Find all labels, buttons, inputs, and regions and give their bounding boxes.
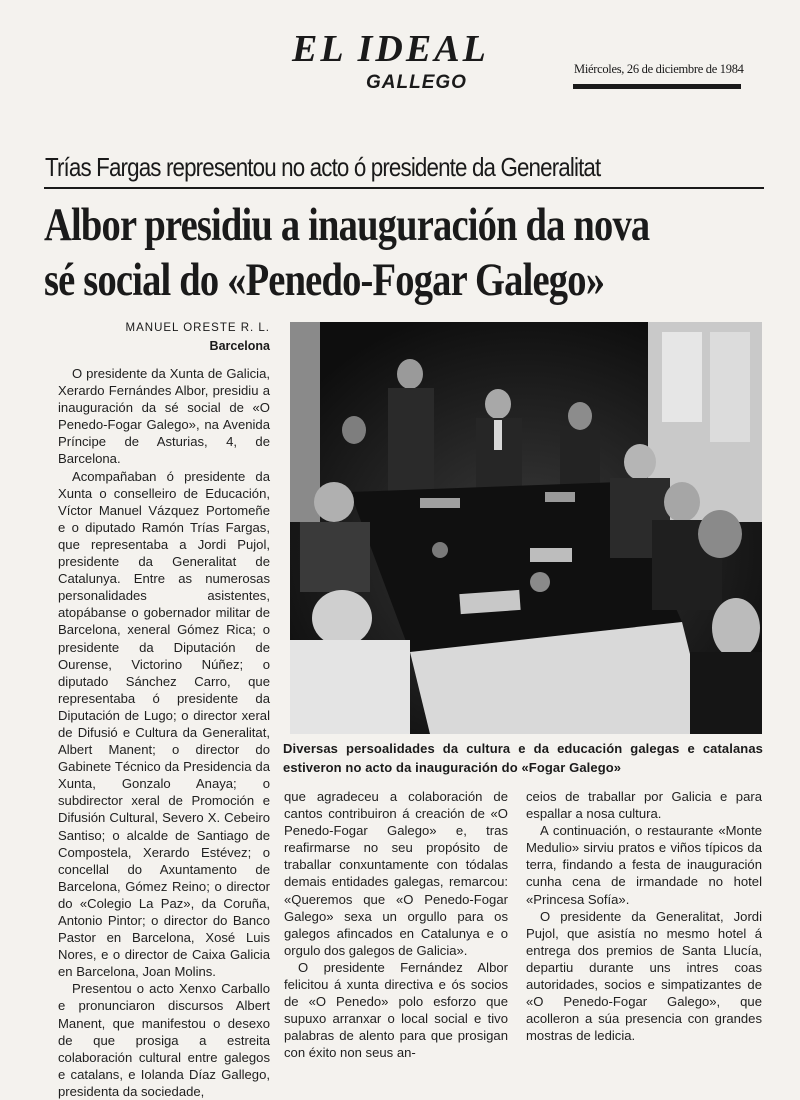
paragraph: O presidente Fernández Albor felicitou á xunta directiva e ós socios de «O Penedo» polo esforzo que supuxo arranxar o local social e tivo palabras de alento para que prosigan con éxito non seus an- [284, 959, 508, 1061]
masthead [292, 28, 489, 93]
publication-date: Miércoles, 26 de diciembre de 1984 [574, 62, 744, 76]
headline-line-2: sé social do «Penedo-Fogar Galego» [44, 254, 605, 306]
newspaper-title: EL IDEAL [292, 28, 489, 70]
photo-illustration [290, 322, 762, 734]
paragraph: Presentou o acto Xenxo Carballo e pronunciaron discursos Albert Manent, que manifestou o desexo de que prosiga a estreita colaboración cultural entre galegos e catalans, e Iolanda Díaz Gallego, presidenta da sociedade, [58, 981, 270, 1099]
article-column-3 [526, 788, 762, 1044]
date-underline [573, 84, 741, 89]
byline: MANUEL ORESTE R. L. [125, 322, 270, 334]
kicker-divider [44, 187, 764, 189]
kicker-headline: Trías Fargas representou no acto ó presidente da Generalitat [45, 152, 601, 182]
main-headline [44, 198, 782, 308]
paragraph: O presidente da Xunta de Galicia, Xerardo Fernándes Albor, presidiu a inauguración da sé social de «O Penedo-Fogar Galego», na Avenida Príncipe de Asturias, 4, de Barcelona. [58, 366, 270, 467]
headline-line-1: Albor presidiu a inauguración da nova [44, 199, 650, 251]
paragraph: Acompañaban ó presidente da Xunta o conselleiro de Educación, Víctor Manuel Vázquez Portomeñe e o diputado Ramón Trías Fargas, que representaba a Jordi Pujol, presidente da Generalitat de Catalunya. Entre as numerosas personalidades asistentes, atopábanse o gobernador militar de Barcelona, xeneral Gómez Rica; o presidente da Diputación de Ourense, Victorino Núñez; o diputado Sánchez Carro, que representaba ó presidente da Diputación de Lugo; o director xeral de Difusió e Cultura da Generalitat, Albert Manent; o director do Gabinete Técnico da Presidencia da Xunta, Gonzalo Anaya; o subdirector xeral de Promoción e Difusión Cultural, Severo X. Cebeiro Santiso; o alcalde de Santiago de Compostela, Xerardo Estévez; o concellal do Axuntamento de Barcelona, Gómez Reino; o director do «Colegio La Paz», da Coruña, Antonio Pintor; o director do Banco Pastor en Barcelona, Xosé Luis Nores, e o director de Caixa Galicia en Barcelona, Joan Molins. [58, 468, 270, 980]
paragraph: ceios de traballar por Galicia e para espallar a nosa cultura. [526, 789, 762, 822]
paragraph: O presidente da Generalitat, Jordi Pujol, que asistía no mesmo hotel á entrega dos premios de Santa Llucía, departiu durante uns intres coas autoridades, socios e simpatizantes de «O Penedo-Fogar Galego», que acolleron a súa presencia con grandes mostras de ledicia. [526, 908, 762, 1044]
dateline-place: Barcelona [209, 339, 270, 353]
paragraph: que agradeceu a colaboración de cantos contribuiron á creación de «O Penedo-Fogar Galego» e, tras reafirmarse no seu propósito de traballar conxuntamente con tódalas demais entidades galegas, remarcou: «Queremos que «O Penedo-Fogar Galego» sexa un orgullo para os galegos afincados en Catalunya e o orgulo dos galegos de Galicia». [284, 789, 508, 958]
article-column-1 [58, 365, 270, 1100]
paragraph: A continuación, o restaurante «Monte Medulio» sirviu pratos e viños típicos da terra, findando a festa de inauguración cunha cena de irmandade no hotel «Princesa Sofía». [526, 823, 762, 907]
meeting-photo [290, 322, 762, 734]
photo-caption: Diversas persoalidades da cultura e da educación galegas e catalanas estiveron no acto da inauguración do «Fogar Galego» [283, 741, 763, 775]
article-column-2 [284, 788, 508, 1062]
newspaper-subtitle: GALLEGO [366, 72, 467, 93]
